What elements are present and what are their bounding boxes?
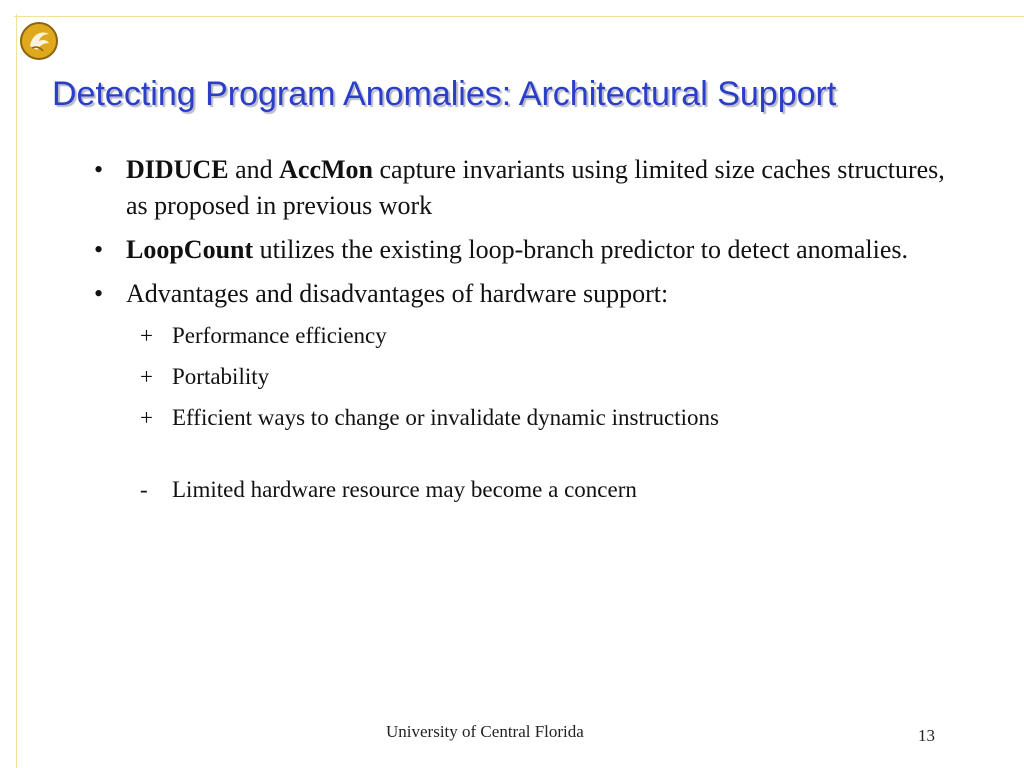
bullet-diduce-accmon <box>94 152 954 224</box>
bullet-text: and <box>228 155 280 184</box>
bullet-text: utilizes the existing loop-branch predictor to detect anomalies. <box>253 235 909 264</box>
bullet-mark: • <box>94 279 104 308</box>
bullet-mark: • <box>94 235 104 264</box>
bullet-loopcount <box>94 232 954 268</box>
slide-title: Detecting Program Anomalies: Architectural Support <box>52 75 837 113</box>
minus-mark: - <box>140 477 148 502</box>
slide-content <box>94 152 954 515</box>
bullet-mark: • <box>94 155 104 184</box>
plus-mark: + <box>140 364 153 389</box>
bullet-text: Advantages and disadvantages of hardware support: <box>126 279 669 308</box>
page-number: 13 <box>918 726 935 745</box>
frame-left-line <box>16 14 17 768</box>
footer-university: University of Central Florida <box>386 722 584 741</box>
bullet-bold-diduce: DIDUCE <box>126 155 229 184</box>
bullet-bold-loopcount: LoopCount <box>126 235 254 264</box>
sub-item-text: Efficient ways to change or invalidate dynamic instructions <box>172 405 719 430</box>
bullet-advantages <box>94 276 954 312</box>
bullet-text: capture invariants using limited size caches structures, as proposed in previous work <box>126 155 945 220</box>
sub-item-performance <box>94 320 954 352</box>
plus-mark: + <box>140 323 153 348</box>
sub-item-portability <box>94 361 954 393</box>
sub-item-efficient-ways <box>94 402 954 434</box>
sub-item-limited-resource <box>94 474 954 506</box>
frame-top-line <box>14 16 1024 17</box>
sub-item-text: Performance efficiency <box>172 323 387 348</box>
ucf-pegasus-logo-icon <box>18 20 60 62</box>
sub-item-text: Limited hardware resource may become a concern <box>172 477 637 502</box>
bullet-bold-accmon: AccMon <box>279 155 373 184</box>
plus-mark: + <box>140 405 153 430</box>
sub-item-text: Portability <box>172 364 270 389</box>
